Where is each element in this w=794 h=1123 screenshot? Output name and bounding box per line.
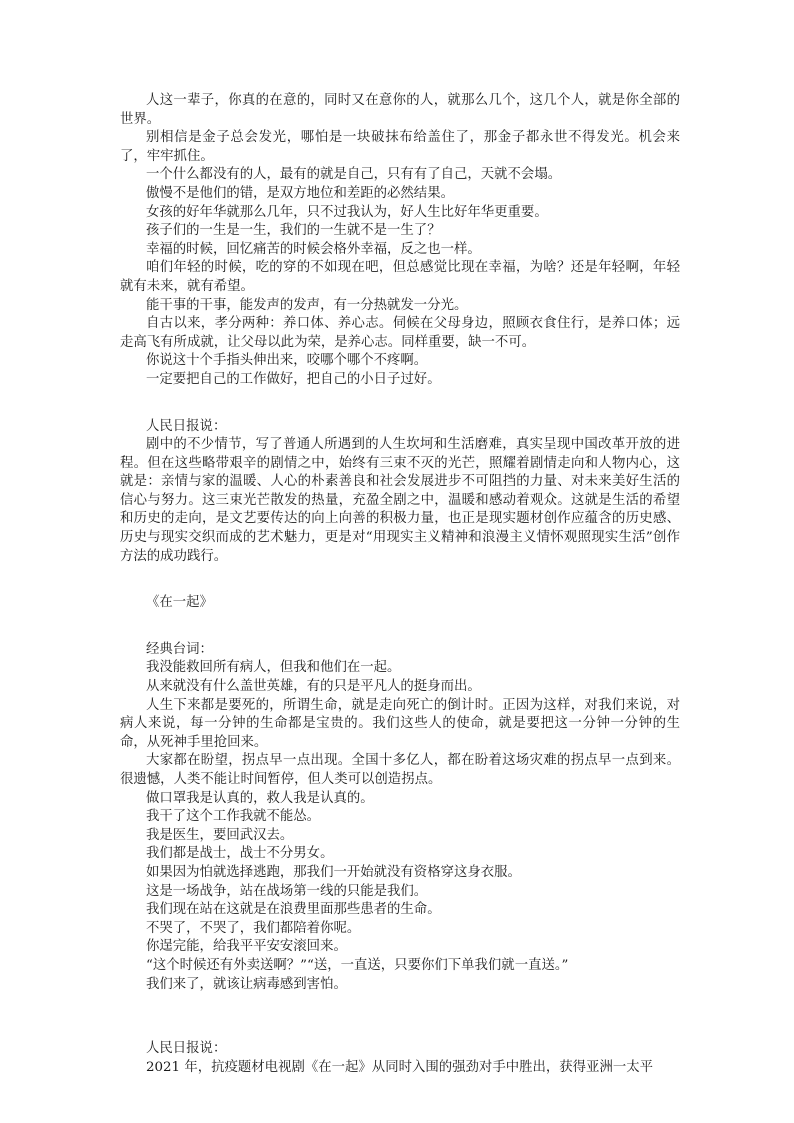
quote-line: 幸福的时候，回忆痛苦的时候会格外幸福，反之也一样。 <box>146 241 481 257</box>
spacer <box>120 390 680 418</box>
quote-line: “这个时候还有外卖送啊？”“送，一直送，只要你们下单我们就一直送。” <box>146 957 569 973</box>
quote-line: 我们都是战士，战士不分男女。 <box>146 846 334 862</box>
quotes-label: 经典台词： <box>146 641 213 657</box>
drama-title: 《在一起》 <box>146 595 213 611</box>
review-label: 人民日报说： <box>146 418 227 434</box>
quote-line: 你逞完能，给我平平安安滚回来。 <box>146 939 347 955</box>
quote-line: 从来就没有什么盖世英雄，有的只是平凡人的挺身而出。 <box>146 679 481 695</box>
document-page <box>120 92 680 1077</box>
quote-line: 人这一辈子，你真的在意的，同时又在意你的人，就那么几个，这几个人，就是你全部的世界。 <box>120 93 680 127</box>
quote-line: 一定要把自己的工作做好，把自己的小日子过好。 <box>146 371 441 387</box>
quote-line: 我们现在站在这就是在浪费里面那些患者的生命。 <box>146 902 441 918</box>
spacer <box>120 994 680 1040</box>
quote-line: 我没能救回所有病人，但我和他们在一起。 <box>146 660 401 676</box>
quote-line: 别相信是金子总会发光，哪怕是一块破抹布给盖住了，那金子都永世不得发光。机会来了，牢牢抓住。 <box>120 130 680 164</box>
quote-line: 我们来了，就该让病毒感到害怕。 <box>146 976 347 992</box>
quote-line: 如果因为怕就选择逃跑，那我们一开始就没有资格穿这身衣服。 <box>146 864 521 880</box>
quote-line: 这是一场战争，站在战场第一线的只能是我们。 <box>146 883 428 899</box>
quote-line: 大家都在盼望，拐点早一点出现。全国十多亿人，都在盼着这场灾难的拐点早一点到来。很遗憾，人类不能让时间暂停，但人类可以创造拐点。 <box>120 753 680 787</box>
quote-line: 你说这十个手指头伸出来，咬哪个哪个不疼啊。 <box>146 353 428 369</box>
spacer <box>120 613 680 641</box>
quote-line: 我干了这个工作我就不能怂。 <box>146 809 321 825</box>
quote-line: 自古以来，孝分两种：养口体、养心志。伺候在父母身边，照顾衣食住行，是养口体；远走高飞有所成就，让父母以此为荣，是养心志。同样重要，缺一不可。 <box>120 316 680 350</box>
review-text: 2021 年，抗疫题材电视剧《在一起》从同时入围的强劲对手中胜出，获得亚洲一太平 <box>146 1059 654 1075</box>
quote-line: 不哭了，不哭了，我们都陪着你呢。 <box>146 920 361 936</box>
review-label: 人民日报说： <box>146 1041 227 1057</box>
quote-line: 咱们年轻的时候，吃的穿的不如现在吧，但总感觉比现在幸福，为啥？还是年轻啊，年轻就有未来，就有希望。 <box>120 260 680 294</box>
quote-line: 我是医生，要回武汉去。 <box>146 827 294 843</box>
quote-line: 能干事的干事，能发声的发声，有一分热就发一分光。 <box>146 297 468 313</box>
quote-line: 傲慢不是他们的错，是双方地位和差距的必然结果。 <box>146 185 454 201</box>
quote-line: 人生下来都是要死的，所谓生命，就是走向死亡的倒计时。正因为这样，对我们来说，对病人来说，每一分钟的生命都是宝贵的。我们这些人的使命，就是要把这一分钟一分钟的生命，从死神手里抢回来。 <box>120 697 680 750</box>
review-text: 剧中的不少情节，写了普通人所遇到的人生坎坷和生活磨难，真实呈现中国改革开放的进程。但在这些略带艰辛的剧情之中，始终有三束不灭的光芒，照耀着剧情走向和人物内心，这就是：亲情与家的温暖、人心的朴素善良和社会发展进步不可阻挡的力量、对未来美好生活的信心与努力。这三束光芒散发的热量，充盈全剧之中，温暖和感动着观众。这就是生活的希望和历史的走向，是文艺要传达的向上向善的积极力量，也正是现实题材创作应蕴含的历史感、历史与现实交织而成的艺术魅力，更是对“用现实主义精神和浪漫主义情怀观照现实生活”创作方法的成功践行。 <box>120 437 680 564</box>
quote-line: 做口罩我是认真的，救人我是认真的。 <box>146 790 374 806</box>
quote-line: 一个什么都没有的人，最有的就是自己，只有有了自己，天就不会塌。 <box>146 167 562 183</box>
quote-line: 女孩的好年华就那么几年，只不过我认为，好人生比好年华更重要。 <box>146 204 548 220</box>
quote-line: 孩子们的一生是一生，我们的一生就不是一生了？ <box>146 223 441 239</box>
spacer <box>120 566 680 594</box>
